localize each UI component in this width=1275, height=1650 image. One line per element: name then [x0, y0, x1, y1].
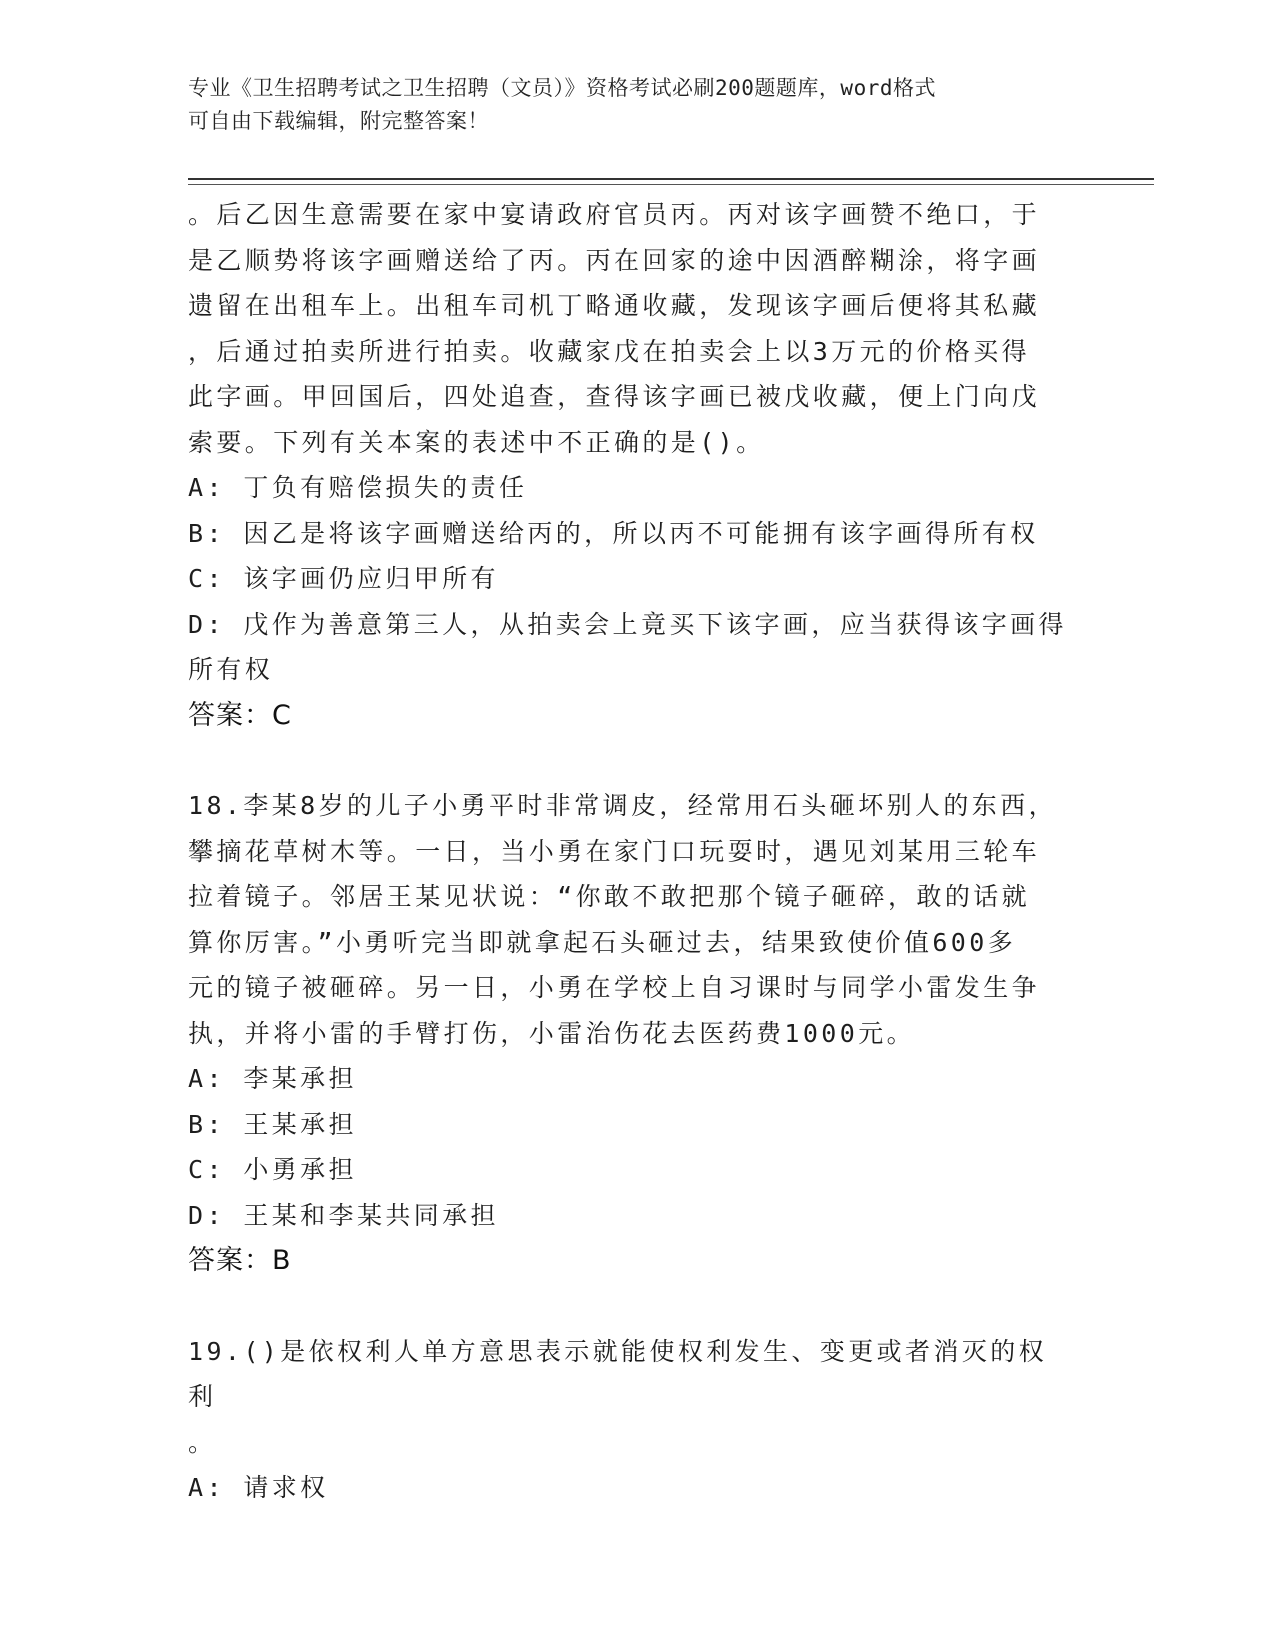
question-18-option-d: D: 王某和李某共同承担 [188, 1200, 499, 1230]
question-17-option-a: A: 丁负有赔偿损失的责任 [188, 473, 528, 502]
question-18 [188, 783, 1068, 1284]
question-17-stem-line: 此字画。甲回国后，四处追查，查得该字画已被戊收藏，便上门向戊 [188, 382, 1041, 411]
question-18-stem-line: 元的镜子被砸碎。另一日，小勇在学校上自习课时与同学小雷发生争 [188, 973, 1041, 1002]
question-17 [188, 192, 1068, 738]
question-19-stem-line: 19.()是依权利人单方意思表示就能使权利发生、变更或者消灭的权利 [188, 1336, 1048, 1411]
question-19 [188, 1329, 1068, 1511]
header-divider-thick [188, 178, 1154, 180]
header-divider-thin [188, 184, 1154, 185]
document-body [188, 192, 1068, 1511]
header-title-line-2: 可自由下载编辑，附完整答案！ [188, 109, 489, 133]
question-18-answer: 答案：B [188, 1245, 292, 1276]
question-18-stem-line: 攀摘花草树木等。一日，当小勇在家门口玩耍时，遇见刘某用三轮车 [188, 836, 1041, 866]
question-17-stem-line: ，后通过拍卖所进行拍卖。收藏家戊在拍卖会上以3万元的价格买得 [188, 336, 1031, 366]
question-18-option-c: C: 小勇承担 [188, 1155, 357, 1184]
question-19-option-a: A: 请求权 [188, 1473, 329, 1502]
question-19-stem-line-continued: 。 [188, 1427, 217, 1457]
header-title-line-1: 专业《卫生招聘考试之卫生招聘（文员）》资格考试必刷200题题库，word格式 [188, 76, 936, 100]
question-18-stem-line: 执，并将小雷的手臂打伤，小雷治伤花去医药费1000元。 [188, 1018, 916, 1048]
question-18-stem-line: 拉着镜子。邻居王某见状说：“你敢不敢把那个镜子砸碎，敢的话就 [188, 882, 1031, 911]
question-17-option-d-continued: 所有权 [188, 655, 274, 684]
question-17-stem-line: 是乙顺势将该字画赠送给了丙。丙在回家的途中因酒醉糊涂，将字画 [188, 245, 1041, 275]
question-17-stem-line: 遗留在出租车上。出租车司机丁略通收藏，发现该字画后便将其私藏 [188, 291, 1041, 320]
question-18-stem-line: 算你厉害。”小勇听完当即就拿起石头砸过去，结果致使价值600多 [188, 927, 1017, 957]
question-17-option-d: D: 戊作为善意第三人，从拍卖会上竟买下该字画，应当获得该字画得 [188, 609, 1067, 639]
question-18-option-a: A: 李某承担 [188, 1064, 357, 1093]
question-17-stem-line: 索要。下列有关本案的表述中不正确的是()。 [188, 427, 765, 457]
document-header [188, 72, 1068, 138]
question-18-stem-line: 18.李某8岁的儿子小勇平时非常调皮，经常用石头砸坏别人的东西， [188, 791, 1058, 820]
question-17-option-c: C: 该字画仍应归甲所有 [188, 564, 499, 593]
spacer [188, 1284, 1068, 1329]
question-17-stem-line: 。后乙因生意需要在家中宴请政府官员丙。丙对该字画赞不绝口，于 [188, 200, 1041, 229]
question-17-answer: 答案：C [188, 699, 292, 731]
spacer [188, 738, 1068, 783]
question-17-option-b: B: 因乙是将该字画赠送给丙的，所以丙不可能拥有该字画得所有权 [188, 518, 1039, 548]
question-18-option-b: B: 王某承担 [188, 1109, 357, 1139]
